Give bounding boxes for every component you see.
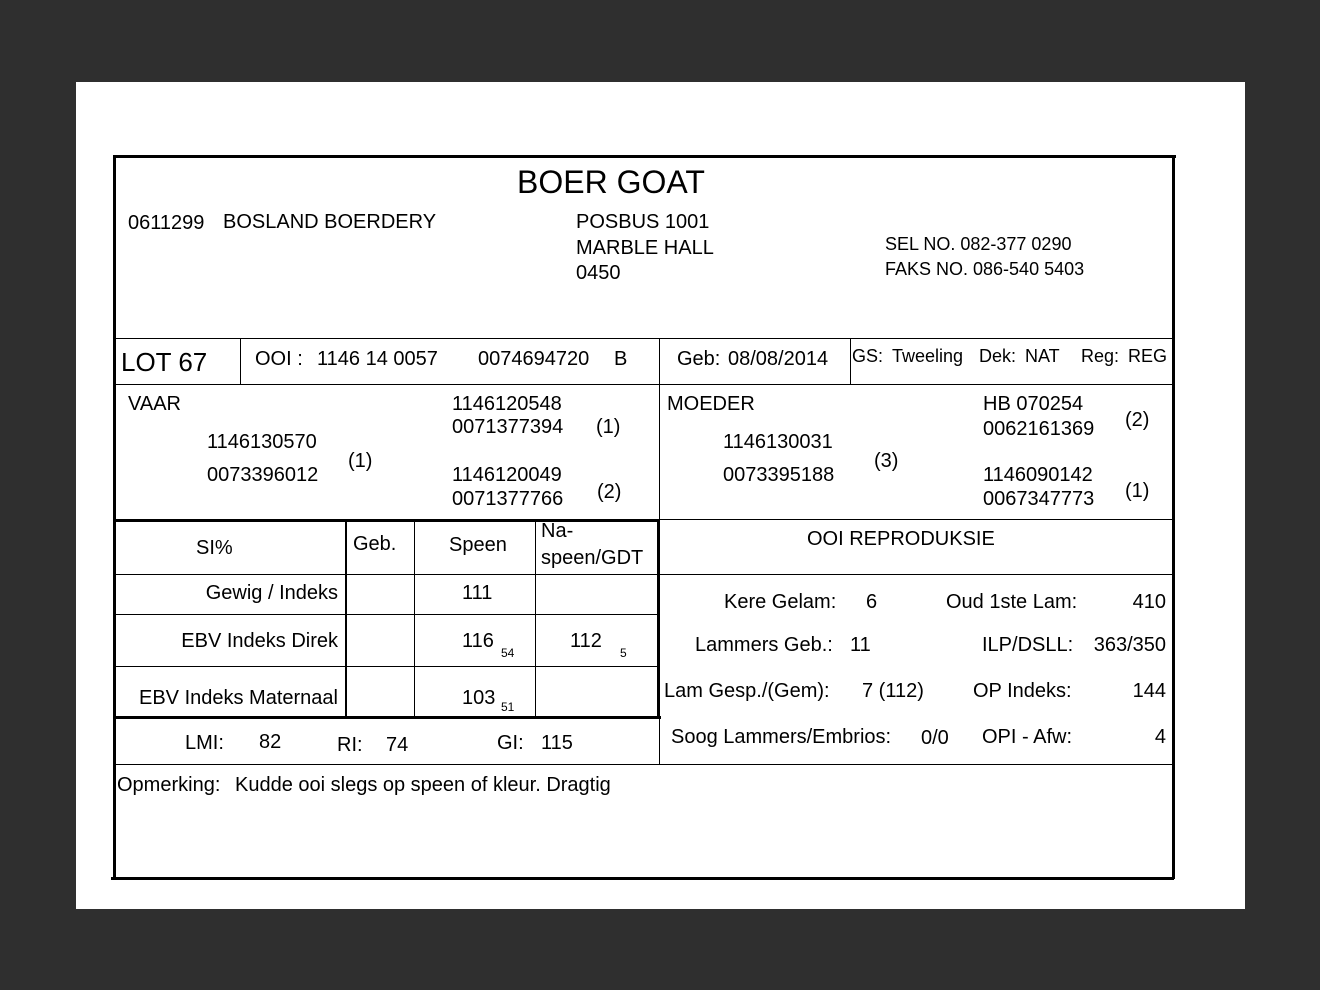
- moeder-sire-flag: (2): [1125, 409, 1150, 431]
- lam-gesp-label: Lam Gesp./(Gem):: [664, 680, 830, 702]
- gs-label: GS:: [852, 346, 884, 366]
- ri-label: RI:: [337, 734, 363, 756]
- vaar-sire-flag: (1): [596, 416, 621, 438]
- direk-naspeen: 112: [570, 630, 602, 652]
- divider: [850, 338, 851, 385]
- naspeen-header-line2: speen/GDT: [541, 547, 644, 569]
- moeder-label: MOEDER: [667, 393, 755, 415]
- moeder-dam-number: 0067347773: [983, 488, 1095, 510]
- divider: [116, 574, 1173, 575]
- address-line-1: POSBUS 1001: [576, 211, 710, 233]
- divider: [116, 614, 659, 615]
- direk-naspeen-sub: 5: [620, 646, 627, 660]
- maternaal-speen-sub: 51: [501, 700, 515, 714]
- address-line-3: 0450: [576, 262, 621, 284]
- divider: [116, 384, 1173, 385]
- moeder-flag: (3): [874, 450, 899, 472]
- vaar-sire-id: 1146120548: [452, 393, 562, 415]
- oud-value: 410: [1132, 591, 1166, 613]
- soog-label: Soog Lammers/Embrios:: [671, 726, 892, 748]
- phone-number: SEL NO. 082-377 0290: [885, 234, 1072, 254]
- vaar-id: 1146130570: [207, 431, 317, 453]
- vaar-flag: (1): [348, 450, 373, 472]
- direk-speen: 116: [462, 630, 494, 652]
- naspeen-header-line1: Na-: [541, 520, 574, 542]
- opmerking-label: Opmerking:: [117, 774, 221, 796]
- divider: [116, 519, 659, 522]
- moeder-sire-number: 0062161369: [983, 418, 1095, 440]
- divider: [345, 520, 347, 718]
- moeder-dam-id: 1146090142: [983, 464, 1093, 486]
- opi-value: 4: [1154, 726, 1166, 748]
- row-label-ebv-direk: EBV Indeks Direk: [181, 630, 338, 652]
- dek-value: NAT: [1025, 346, 1060, 366]
- lammers-geb-value: 11: [850, 634, 871, 656]
- reg-label: Reg:: [1081, 346, 1120, 366]
- address-line-2: MARBLE HALL: [576, 237, 714, 259]
- vaar-number: 0073396012: [207, 464, 319, 486]
- kere-gelam-value: 6: [866, 591, 878, 613]
- reproduksie-title: OOI REPRODUKSIE: [807, 528, 995, 550]
- moeder-number: 0073395188: [723, 464, 835, 486]
- vaar-label: VAAR: [128, 393, 181, 415]
- divider: [116, 716, 661, 719]
- divider: [240, 338, 241, 385]
- dek-label: Dek:: [979, 346, 1017, 366]
- ooi-label: OOI :: [255, 348, 303, 370]
- lmi-value: 82: [259, 731, 282, 753]
- maternaal-speen: 103: [462, 687, 496, 709]
- ooi-id: 1146 14 0057: [317, 348, 438, 370]
- document-title: BOER GOAT: [517, 164, 705, 200]
- kere-gelam-label: Kere Gelam:: [724, 591, 837, 613]
- ri-value: 74: [386, 734, 409, 756]
- lam-gesp-value: 7 (112): [862, 680, 924, 702]
- frame-bottom: [111, 877, 1174, 880]
- direk-speen-sub: 54: [501, 646, 515, 660]
- birth-date: 08/08/2014: [728, 348, 829, 370]
- birth-date-label: Geb:: [677, 348, 721, 370]
- lot-number: LOT 67: [121, 347, 208, 377]
- ooi-grade: B: [614, 348, 628, 370]
- geb-header: Geb.: [353, 533, 397, 555]
- speen-header: Speen: [449, 534, 507, 556]
- lmi-label: LMI:: [185, 732, 224, 754]
- owner-code: 0611299: [128, 212, 205, 234]
- row-label-ebv-maternaal: EBV Indeks Maternaal: [139, 687, 338, 709]
- gi-label: GI:: [497, 732, 524, 754]
- divider: [657, 520, 660, 718]
- oud-label: Oud 1ste Lam:: [946, 591, 1078, 613]
- divider: [414, 522, 415, 718]
- moeder-id: 1146130031: [723, 431, 833, 453]
- gi-value: 115: [541, 732, 573, 754]
- moeder-dam-flag: (1): [1125, 480, 1150, 502]
- frame-top: [113, 155, 1176, 158]
- frame-right: [1172, 155, 1175, 879]
- soog-value: 0/0: [921, 727, 949, 749]
- si-header: SI%: [196, 537, 233, 559]
- divider: [535, 520, 536, 718]
- gewig-speen: 111: [462, 582, 493, 604]
- ilp-label: ILP/DSLL:: [982, 634, 1074, 656]
- frame-left: [113, 155, 116, 879]
- divider: [116, 764, 1173, 765]
- row-label-gewig: Gewig / Indeks: [205, 582, 338, 604]
- lammers-geb-label: Lammers Geb.:: [695, 634, 833, 656]
- vaar-dam-id: 1146120049: [452, 464, 562, 486]
- gs-value: Tweeling: [892, 346, 964, 366]
- opi-label: OPI - Afw:: [982, 726, 1073, 748]
- reg-value: REG: [1128, 346, 1168, 366]
- vaar-sire-number: 0071377394: [452, 416, 564, 438]
- owner-name: BOSLAND BOERDERY: [223, 211, 437, 233]
- fax-number: FAKS NO. 086-540 5403: [885, 259, 1085, 279]
- divider: [116, 666, 659, 667]
- op-value: 144: [1132, 680, 1166, 702]
- opmerking-text: Kudde ooi slegs op speen of kleur. Dragtig: [235, 774, 611, 796]
- vaar-dam-number: 0071377766: [452, 488, 564, 510]
- divider: [659, 519, 1173, 520]
- ooi-number: 0074694720: [478, 348, 590, 370]
- op-label: OP Indeks:: [973, 680, 1072, 702]
- vaar-dam-flag: (2): [597, 481, 622, 503]
- divider: [116, 338, 1173, 339]
- ilp-value: 363/350: [1093, 634, 1166, 656]
- moeder-sire-id: HB 070254: [983, 393, 1084, 415]
